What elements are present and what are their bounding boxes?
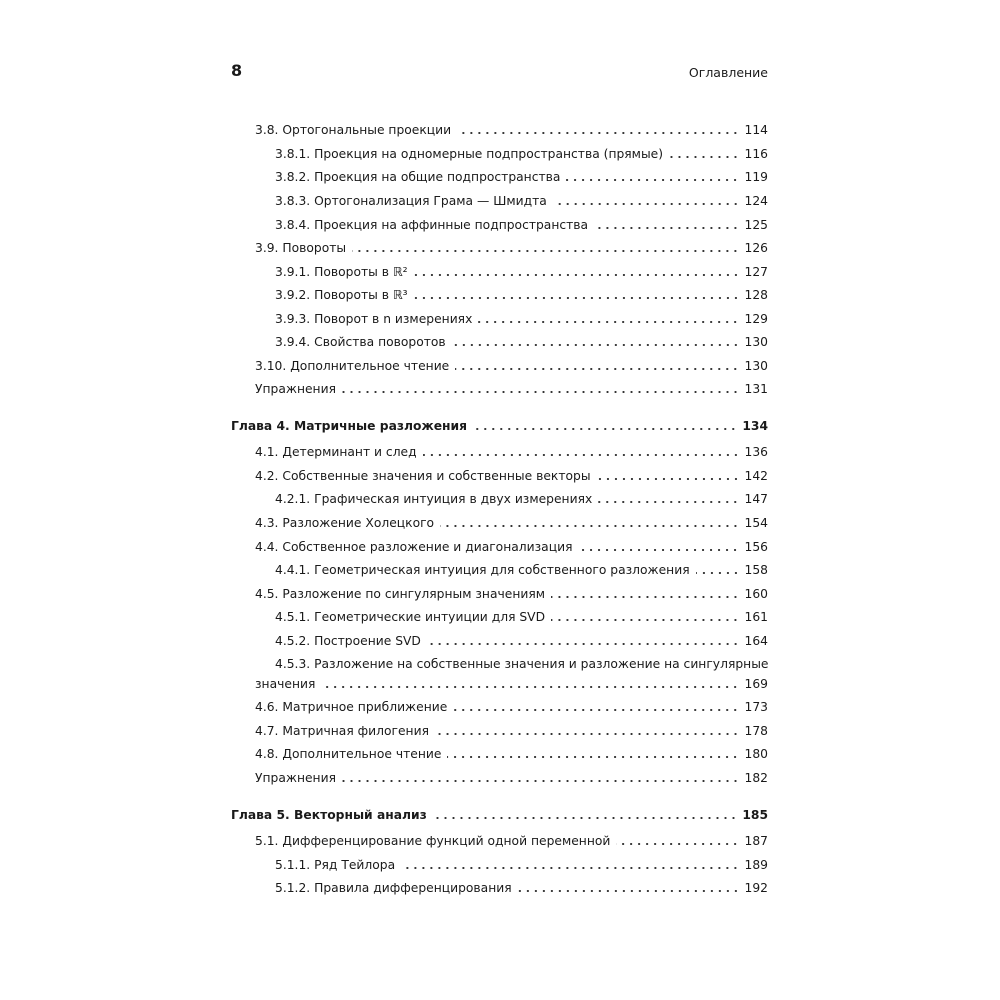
- page-number: 8: [231, 61, 243, 80]
- toc-entry-page: 128: [744, 288, 768, 302]
- dot-leader: [597, 478, 740, 480]
- toc-entry-page: 185: [742, 808, 768, 822]
- toc-entry-page: 160: [744, 587, 768, 601]
- toc-entry-label: 4.5.2. Построение SVD: [275, 634, 421, 648]
- dot-leader: [478, 321, 739, 323]
- toc-entry: [275, 629, 768, 649]
- toc-entry: [275, 189, 768, 209]
- dot-leader: [423, 454, 740, 456]
- toc-entry-page: 154: [744, 516, 768, 530]
- dot-leader: [669, 156, 739, 158]
- toc-entry: [255, 535, 768, 555]
- toc-entry-label: 4.5. Разложение по сингулярным значениям: [255, 587, 546, 601]
- dot-leader: [352, 250, 739, 252]
- dot-leader: [616, 843, 739, 845]
- dot-leader: [551, 619, 739, 621]
- toc-entry-page: 126: [744, 241, 768, 255]
- toc-entry-label: 3.10. Дополнительное чтение: [255, 359, 450, 373]
- toc-entry-label: 4.2.1. Графическая интуиция в двух измерениях: [275, 492, 593, 506]
- toc-entry-page: 189: [744, 858, 768, 872]
- toc-entry: [275, 165, 768, 185]
- toc-entry-page: 187: [744, 834, 768, 848]
- toc-entry-label: 4.2. Собственные значения и собственные векторы: [255, 469, 591, 483]
- toc-entry-label: Упражнения: [255, 382, 336, 396]
- toc-entry-label: 3.9.1. Повороты в ℝ²: [275, 265, 408, 279]
- toc-entry-label: 3.8.4. Проекция на аффинные подпространства: [275, 218, 589, 232]
- toc-entry: [275, 213, 768, 233]
- dot-leader: [435, 733, 740, 735]
- toc-entry: [255, 377, 768, 397]
- toc-entry-page: 192: [744, 881, 768, 895]
- dot-leader: [342, 780, 740, 782]
- running-header: Оглавление: [688, 65, 768, 80]
- toc-entry-page: 114: [744, 123, 768, 137]
- dot-leader: [473, 428, 737, 430]
- toc-entry-page: 125: [744, 218, 768, 232]
- dot-leader: [321, 686, 739, 688]
- dot-leader: [342, 391, 740, 393]
- dot-leader: [696, 572, 740, 574]
- toc-entry-label: 4.1. Детерминант и след: [255, 445, 417, 459]
- toc-entry-label: Глава 5. Векторный анализ: [231, 808, 427, 822]
- toc-entry-label: 3.9.4. Свойства поворотов: [275, 335, 446, 349]
- dot-leader: [553, 203, 740, 205]
- toc-entry-label: 5.1.1. Ряд Тейлора: [275, 858, 396, 872]
- toc-entry: [255, 354, 768, 374]
- dot-leader: [447, 756, 739, 758]
- toc-entry: [275, 283, 768, 303]
- toc-entry-label: 3.8. Ортогональные проекции: [255, 123, 452, 137]
- toc-entry: [275, 307, 768, 327]
- toc-entry-label: 4.6. Матричное приближение: [255, 700, 448, 714]
- toc-entry: [255, 118, 768, 138]
- toc-entry-page: 178: [744, 724, 768, 738]
- toc-entry: [255, 829, 768, 849]
- toc-entry: [275, 260, 768, 280]
- dot-leader: [433, 817, 738, 819]
- toc-entry-page: 134: [742, 419, 768, 433]
- toc-entry: [275, 853, 768, 873]
- dot-leader: [455, 368, 739, 370]
- toc-entry-label: 5.1. Дифференцирование функций одной переменной: [255, 834, 611, 848]
- dot-leader: [594, 227, 739, 229]
- toc-entry-label: Глава 4. Матричные разложения: [231, 419, 468, 433]
- toc-entry-label: 3.8.3. Ортогонализация Грама — Шмидта: [275, 194, 547, 208]
- toc-entry-label: Упражнения: [255, 771, 336, 785]
- toc-entry: [255, 440, 768, 460]
- dot-leader: [598, 501, 739, 503]
- toc-entry-label: 4.4.1. Геометрическая интуиция для собственного разложения: [275, 563, 690, 577]
- toc-entry-page: 169: [744, 677, 768, 691]
- toc-entry-label: 3.9.2. Повороты в ℝ³: [275, 288, 408, 302]
- toc-entry-page: 156: [744, 540, 768, 554]
- toc-entry-page: 164: [744, 634, 768, 648]
- toc-entry-label: 4.8. Дополнительное чтение: [255, 747, 442, 761]
- toc-entry-page: 173: [744, 700, 768, 714]
- toc-entry: [255, 464, 768, 484]
- toc-chapter-entry: [231, 803, 768, 823]
- toc-entry: [255, 766, 768, 786]
- toc-entry-page: 147: [744, 492, 768, 506]
- toc-entry-page: 124: [744, 194, 768, 208]
- toc-chapter-entry: [231, 414, 768, 434]
- toc-entry-label: 4.4. Собственное разложение и диагонализация: [255, 540, 573, 554]
- dot-leader: [440, 525, 739, 527]
- dot-leader: [452, 344, 740, 346]
- toc-entry-page: 158: [744, 563, 768, 577]
- toc-entry-label-line1: 4.5.3. Разложение на собственные значения и разложение на сингулярные: [275, 657, 769, 671]
- toc-entry-page: 129: [744, 312, 768, 326]
- toc-entry: [255, 511, 768, 531]
- toc-entry: [255, 695, 768, 715]
- toc-entry-page: 182: [744, 771, 768, 785]
- toc-entry-label-line2: значения: [255, 677, 316, 691]
- toc-entry-label: 4.3. Разложение Холецкого: [255, 516, 435, 530]
- toc-entry-label: 4.7. Матричная филогения: [255, 724, 429, 738]
- toc-entry: [275, 558, 768, 578]
- toc-entry-page: 130: [744, 335, 768, 349]
- toc-entry-label: 3.8.2. Проекция на общие подпространства: [275, 170, 561, 184]
- dot-leader: [457, 132, 739, 134]
- dot-leader: [551, 596, 739, 598]
- dot-leader: [578, 549, 739, 551]
- toc-entry-label: 3.8.1. Проекция на одномерные подпространства (прямые): [275, 147, 664, 161]
- toc-entry-label: 5.1.2. Правила дифференцирования: [275, 881, 512, 895]
- toc-entry-page: 161: [744, 610, 768, 624]
- toc-entry: [275, 487, 768, 507]
- toc-entry-label: 3.9. Повороты: [255, 241, 347, 255]
- toc-entry-page: 180: [744, 747, 768, 761]
- toc-entry-page: 131: [744, 382, 768, 396]
- dot-leader: [518, 890, 740, 892]
- toc-entry: [275, 605, 768, 625]
- toc-entry-page: 130: [744, 359, 768, 373]
- toc-entry: [255, 236, 768, 256]
- toc-entry: [255, 719, 768, 739]
- toc-entry-page: 142: [744, 469, 768, 483]
- dot-leader: [401, 867, 739, 869]
- toc-entry: [275, 330, 768, 350]
- toc-entry: [255, 742, 768, 762]
- dot-leader: [414, 297, 740, 299]
- toc-entry-label: 4.5.1. Геометрические интуиции для SVD: [275, 610, 546, 624]
- toc-entry-page: 136: [744, 445, 768, 459]
- toc-entry: [275, 876, 768, 896]
- dot-leader: [414, 274, 740, 276]
- toc-entry: [255, 582, 768, 602]
- dot-leader: [453, 709, 739, 711]
- toc-entry: [275, 142, 768, 162]
- toc-entry-page: 127: [744, 265, 768, 279]
- toc-entry: [255, 672, 768, 692]
- dot-leader: [566, 179, 739, 181]
- toc-entry-label: 3.9.3. Поворот в n измерениях: [275, 312, 473, 326]
- dot-leader: [427, 643, 740, 645]
- toc-entry-page: 116: [744, 147, 768, 161]
- toc-entry-page: 119: [744, 170, 768, 184]
